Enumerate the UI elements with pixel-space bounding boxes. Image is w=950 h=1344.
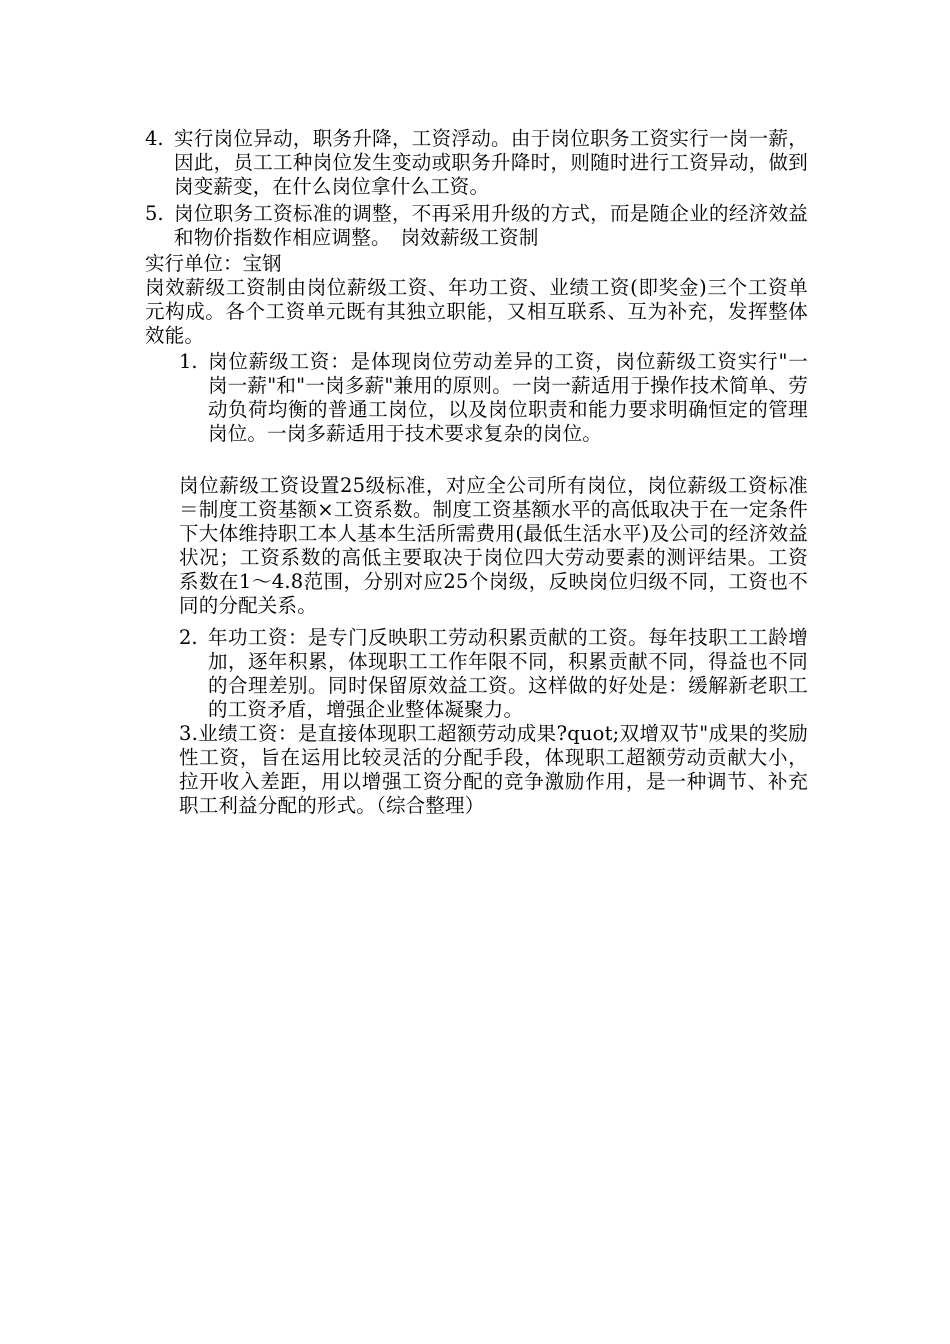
list-number-2: 2. [179, 626, 198, 649]
list-item-5-text: 岗位职务工资标准的调整，不再采用升级的方式，而是随企业的经济效益和物价指数作相应调整。 岗效薪级工资制 [174, 202, 808, 249]
list-item-4-text: 实行岗位异动，职务升降，工资浮动。由于岗位职务工资实行一岗一薪，因此，员工工种岗位发生变动或职务升降时，则随时进行工资异动，做到岗变薪变，在什么岗位拿什么工资。 [174, 127, 808, 198]
list-number-1: 1. [179, 350, 198, 373]
list-item-1-text: 岗位薪级工资：是体现岗位劳动差异的工资，岗位薪级工资实行"一岗一薪"和"一岗多薪"兼用的原则。一岗一薪适用于操作技术简单、劳动负荷均衡的普通工岗位，以及岗位职责和能力要求明确恒定的管理岗位。一岗多薪适用于技术要求复杂的岗位。 [208, 350, 808, 445]
item-3-paragraph: 3.业绩工资：是直接体现职工超额劳动成果?quot;双增双节"成果的奖励性工资，旨在运用比较灵活的分配手段，体现职工超额劳动贡献大小，拉开收入差距，用以增强工资分配的竞争激励作用，是一种调节、补充职工利益分配的形式。（综合整理） [179, 722, 808, 817]
list-number-4: 4. [145, 127, 164, 150]
list-number-5: 5. [145, 202, 164, 225]
implementing-unit-line: 实行单位：宝钢 [145, 252, 282, 275]
list-item-2-text: 年功工资：是专门反映职工劳动积累贡献的工资。每年技职工工龄增加，逐年积累，体现职工工作年限不同，积累贡献不同，得益也不同的合理差别。同时保留原效益工资。这样做的好处是：缓解新老职工的工资矛盾，增强企业整体凝聚力。 [208, 626, 808, 721]
item-1-detail-paragraph: 岗位薪级工资设置25级标准，对应全公司所有岗位，岗位薪级工资标准＝制度工资基额×工资系数。制度工资基额水平的高低取决于在一定条件下大体维持职工本人基本生活所需费用(最低生活水平)及公司的经济效益状况；工资系数的高低主要取决于岗位四大劳动要素的测评结果。工资系数在1～4.8范围，分别对应25个岗级，反映岗位归级不同，工资也不同的分配关系。 [179, 474, 808, 617]
intro-paragraph: 岗效薪级工资制由岗位薪级工资、年功工资、业绩工资(即奖金)三个工资单元构成。各个工资单元既有其独立职能，又相互联系、互为补充，发挥整体效能。 [145, 276, 808, 347]
